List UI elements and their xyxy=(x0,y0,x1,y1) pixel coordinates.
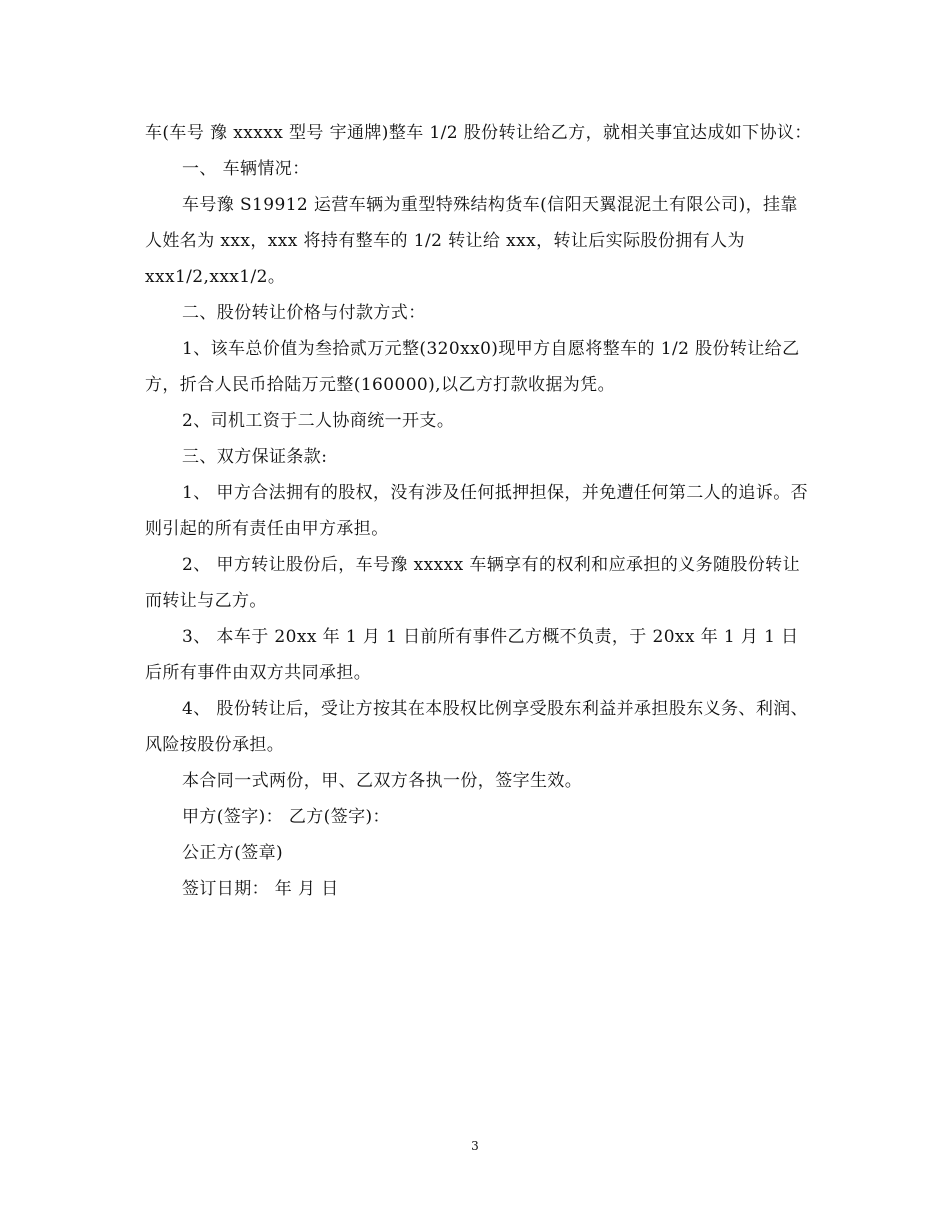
section-2-heading: 二、股份转让价格与付款方式： xyxy=(182,303,426,323)
page-number: 3 xyxy=(471,1139,479,1153)
section-3-item-4: 4、 股份转让后，受让方按其在本股权比例享受股东利益并承担股东义务、利润、风险按股份承担。 xyxy=(145,699,809,755)
sign-date-line: 签订日期： 年 月 日 xyxy=(182,879,339,899)
section-3-heading: 三、双方保证条款: xyxy=(182,447,328,467)
notary-line: 公正方(签章) xyxy=(182,843,284,863)
intro-paragraph: 车(车号 豫 xxxxx 型号 宇通牌)整车 1/2 股份转让给乙方，就相关事宜达成如下协议： xyxy=(145,123,812,143)
section-3-item-3: 3、 本车于 20xx 年 1 月 1 日前所有事件乙方概不负责，于 20xx 年 1 月 1 日后所有事件由双方共同承担。 xyxy=(145,627,799,683)
section-2-item-1: 1、该车总价值为叁拾贰万元整(320xx0)现甲方自愿将整车的 1/2 股份转让给乙方，折合人民币拾陆万元整(160000),以乙方打款收据为凭。 xyxy=(145,339,800,395)
section-3-item-1: 1、 甲方合法拥有的股权，没有涉及任何抵押担保，并免遭任何第二人的追诉。否则引起的所有责任由甲方承担。 xyxy=(145,483,809,539)
copies-clause: 本合同一式两份，甲、乙双方各执一份，签字生效。 xyxy=(182,771,583,791)
section-3-item-2: 2、 甲方转让股份后，车号豫 xxxxx 车辆享有的权利和应承担的义务随股份转让而转让与乙方。 xyxy=(145,555,800,611)
document-body xyxy=(145,115,815,907)
section-2-item-2: 2、司机工资于二人协商统一开支。 xyxy=(182,411,455,431)
section-1-body: 车号豫 S19912 运营车辆为重型特殊结构货车(信阳天翼混泥土有限公司)，挂靠人姓名为 xxx，xxx 将持有整车的 1/2 转让给 xxx，转让后实际股份拥有人为 xxx1/2,xxx1/2。 xyxy=(145,195,798,287)
signature-parties: 甲方(签字)： 乙方(签字)： xyxy=(182,807,390,827)
section-1-heading: 一、 车辆情况： xyxy=(182,159,310,179)
